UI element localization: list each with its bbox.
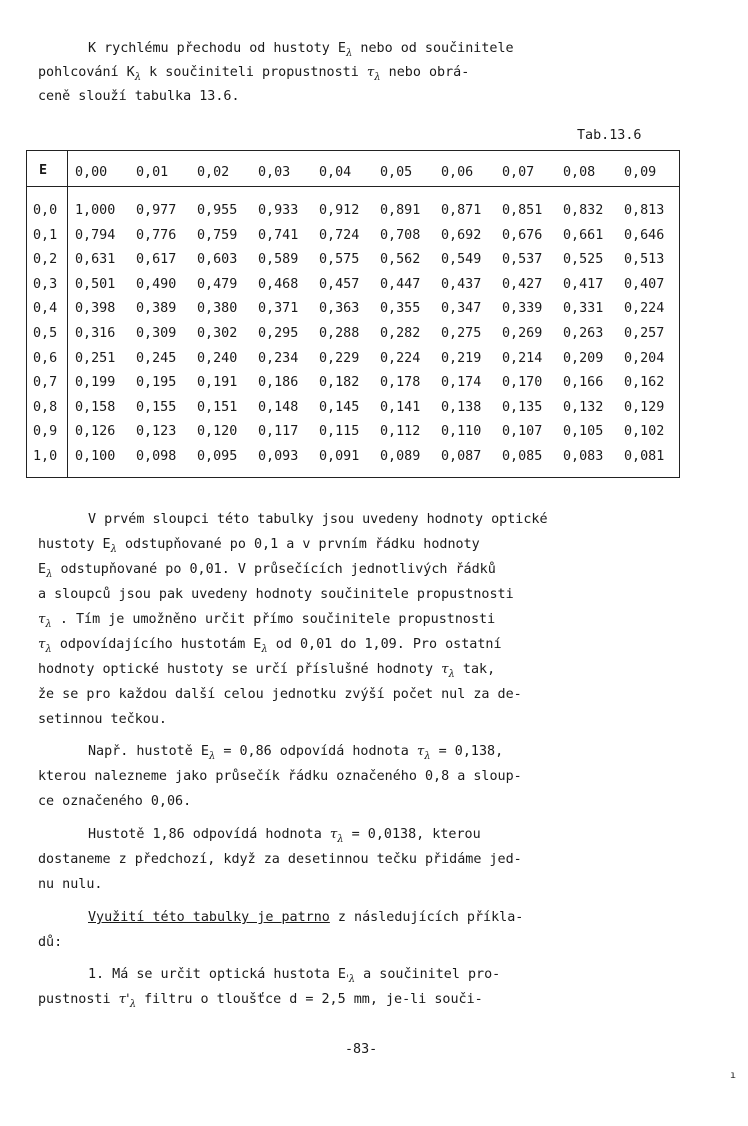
table-cell: 0,537 [502, 252, 543, 268]
table-cell: 0,955 [197, 203, 238, 218]
table-cell: 0,912 [319, 203, 360, 218]
table-cell: 0,095 [197, 449, 238, 464]
table-cell: 0,468 [258, 276, 299, 292]
table-column-header: 0,09 [624, 165, 657, 180]
table-cell: 0,933 [258, 203, 299, 218]
data-table [26, 150, 680, 478]
table-row-header: 0,8 [33, 399, 58, 415]
table-cell: 0,083 [563, 449, 604, 464]
para-text: = 0,0138, kterou [343, 827, 481, 842]
table-cell: 0,112 [380, 424, 421, 440]
table-cell: 0,085 [502, 449, 543, 464]
table-column-header: 0,07 [502, 165, 535, 180]
table-cell: 0,759 [197, 227, 238, 243]
table-cell: 0,195 [136, 375, 177, 391]
table-cell: 0,132 [563, 399, 604, 415]
table-column-header: 0,05 [380, 165, 413, 180]
table-cell: 0,091 [319, 449, 360, 464]
table-cell: 0,229 [319, 350, 360, 366]
table-cell: 0,100 [75, 449, 116, 464]
tau-symbol: τ [416, 744, 425, 759]
intro-line-2 [38, 66, 469, 83]
intro-text: ceně slouží tabulka 13.6. [38, 89, 240, 104]
table-column-header: 0,04 [319, 165, 352, 180]
table-cell: 0,513 [624, 252, 665, 268]
table-cell: 0,148 [258, 399, 299, 415]
table-caption: Tab.13.6 [577, 128, 642, 143]
lambda-subscript: λ [374, 72, 381, 83]
table-cell: 0,120 [197, 424, 238, 440]
table-cell: 0,102 [624, 424, 665, 440]
table-cell: 0,851 [502, 203, 543, 218]
table-row-header: 0,4 [33, 301, 58, 317]
table-cell: 0,182 [319, 375, 360, 391]
table-cell: 0,977 [136, 203, 177, 218]
lambda-subscript: λ [110, 544, 117, 555]
table-cell: 0,209 [563, 350, 604, 366]
table-cell: 0,117 [258, 424, 299, 440]
table-cell: 0,126 [75, 424, 116, 440]
table-cell: 0,692 [441, 227, 482, 243]
table-row-header: 1,0 [33, 449, 58, 464]
para-text: E [38, 562, 47, 577]
table-row-header: 0,1 [33, 227, 58, 243]
table-column-header: 0,03 [258, 165, 291, 180]
table-cell: 0,141 [380, 399, 421, 415]
para-text: z následujících příkla- [329, 910, 524, 925]
table-cell: 0,741 [258, 227, 299, 243]
para-text: pustnosti [38, 992, 119, 1007]
lambda-subscript: λ [46, 569, 53, 580]
stray-mark: ı [730, 1070, 737, 1081]
intro-line-1 [88, 42, 514, 59]
table-cell: 0,107 [502, 424, 543, 440]
para-text: a součinitel pro- [355, 967, 501, 982]
table-cell: 0,339 [502, 301, 543, 317]
table-cell: 0,398 [75, 301, 116, 317]
para1-line-1 [88, 513, 548, 526]
table-cell: 1,000 [75, 203, 116, 218]
table-cell: 0,224 [380, 350, 421, 366]
para1-line-4 [38, 588, 514, 601]
lambda-subscript: λ [448, 669, 455, 680]
para1-line-6 [38, 638, 502, 655]
para-text: že se pro každou další celou jednotku zvýší počet nul za de- [38, 687, 522, 702]
table-cell: 0,093 [258, 449, 299, 464]
para5-line-1 [88, 968, 500, 985]
table-cell: 0,457 [319, 276, 360, 292]
underlined-text: Využití této tabulky je patrno [88, 910, 330, 925]
table-cell: 0,257 [624, 326, 665, 341]
para-text: tak, [454, 662, 496, 677]
table-cell: 0,135 [502, 399, 543, 415]
para-text: od 0,01 do 1,09. Pro ostatní [267, 637, 502, 652]
table-cell: 0,191 [197, 375, 238, 391]
para-text: hustoty E [38, 537, 111, 552]
table-cell: 0,407 [624, 276, 665, 292]
table-cell: 0,891 [380, 203, 421, 218]
table-cell: 0,138 [441, 399, 482, 415]
table-cell: 0,813 [624, 203, 665, 218]
para-text: odstupňované po 0,1 a v prvním řádku hodnoty [116, 537, 480, 552]
table-cell: 0,331 [563, 301, 604, 317]
table-cell: 0,166 [563, 375, 604, 391]
table-cell: 0,288 [319, 326, 360, 341]
table-cell: 0,447 [380, 276, 421, 292]
table-cell: 0,776 [136, 227, 177, 243]
table-cell: 0,251 [75, 350, 116, 366]
table-cell: 0,170 [502, 375, 543, 391]
table-corner-label: E [39, 163, 48, 178]
table-cell: 0,661 [563, 227, 604, 243]
table-cell: 0,158 [75, 399, 116, 415]
table-cell: 0,123 [136, 424, 177, 440]
lambda-subscript: λ [261, 644, 268, 655]
table-row-header: 0,0 [33, 203, 58, 218]
para-text: setinnou tečkou. [38, 712, 167, 727]
lambda-subscript: λ [45, 644, 52, 655]
table-cell: 0,234 [258, 350, 299, 366]
tau-symbol: τ [329, 827, 338, 842]
table-cell: 0,151 [197, 399, 238, 415]
table-row-header: 0,9 [33, 424, 58, 440]
table-cell: 0,115 [319, 424, 360, 440]
tau-symbol: τ [441, 662, 449, 677]
table-cell: 0,427 [502, 276, 543, 292]
table-cell: 0,363 [319, 301, 360, 317]
table-cell: 0,724 [319, 227, 360, 243]
table-cell: 0,204 [624, 350, 665, 366]
table-cell: 0,282 [380, 326, 421, 341]
table-cell: 0,263 [563, 326, 604, 341]
para2-line-2 [38, 770, 522, 783]
table-cell: 0,355 [380, 301, 421, 317]
table-cell: 0,525 [563, 252, 604, 268]
table-cell: 0,105 [563, 424, 604, 440]
table-cell: 0,275 [441, 326, 482, 341]
table-cell: 0,380 [197, 301, 238, 317]
table-cell: 0,214 [502, 350, 543, 366]
para1-line-9 [38, 713, 167, 726]
table-cell: 0,708 [380, 227, 421, 243]
table-column-header: 0,08 [563, 165, 596, 180]
para-text: . Tím je umožněno určit přímo součinitele propustnosti [51, 612, 496, 627]
table-cell: 0,316 [75, 326, 116, 341]
table-cell: 0,186 [258, 375, 299, 391]
table-cell: 0,174 [441, 375, 482, 391]
table-cell: 0,240 [197, 350, 238, 366]
tau-symbol: τ' [118, 992, 130, 1007]
intro-text: k součiniteli propustnosti [141, 65, 367, 80]
table-column-header: 0,06 [441, 165, 474, 180]
table-cell: 0,617 [136, 252, 177, 268]
table-cell: 0,098 [136, 449, 177, 464]
para-text: odpovídajícího hustotám E [51, 637, 262, 652]
table-column-rule [67, 151, 68, 477]
para4-line-1 [88, 911, 523, 924]
table-cell: 0,295 [258, 326, 299, 341]
table-cell: 0,199 [75, 375, 116, 391]
lambda-subscript: λ [337, 834, 344, 845]
table-cell: 0,245 [136, 350, 177, 366]
table-cell: 0,269 [502, 326, 543, 341]
table-cell: 0,371 [258, 301, 299, 317]
table-cell: 0,089 [380, 449, 421, 464]
para-text: dostaneme z předchozí, když za desetinnou tečku přidáme jed- [38, 852, 522, 867]
para2-line-1 [88, 745, 503, 762]
page-number: -83- [345, 1042, 378, 1057]
table-cell: 0,129 [624, 399, 665, 415]
tau-symbol: τ [38, 637, 46, 652]
tau-symbol: τ [366, 65, 375, 80]
table-header-rule [27, 186, 679, 187]
lambda-subscript: λ [134, 72, 142, 83]
para-text: kterou nalezneme jako průsečík řádku označeného 0,8 a sloup- [38, 769, 522, 784]
table-cell: 0,155 [136, 399, 177, 415]
table-cell: 0,389 [136, 301, 177, 317]
para-text: hodnoty optické hustoty se určí příslušné hodnoty [38, 662, 442, 677]
para-text: odstupňované po 0,01. V průsečících jednotlivých řádků [52, 562, 496, 577]
table-cell: 0,871 [441, 203, 482, 218]
table-cell: 0,162 [624, 375, 665, 391]
para5-line-2 [38, 993, 483, 1010]
table-cell: 0,631 [75, 252, 116, 268]
table-cell: 0,224 [624, 301, 665, 317]
para1-line-5 [38, 613, 495, 630]
para2-line-3 [38, 795, 191, 808]
intro-text: K rychlému přechodu od hustoty E [88, 41, 346, 56]
tau-symbol: τ [38, 612, 46, 627]
table-cell: 0,676 [502, 227, 543, 243]
table-row-header: 0,6 [33, 350, 58, 366]
para1-line-8 [38, 688, 522, 701]
table-cell: 0,309 [136, 326, 177, 341]
table-cell: 0,347 [441, 301, 482, 317]
table-cell: 0,417 [563, 276, 604, 292]
table-cell: 0,603 [197, 252, 238, 268]
lambda-subscript: λ [45, 619, 52, 630]
table-cell: 0,490 [136, 276, 177, 292]
para1-line-3 [38, 563, 496, 580]
table-cell: 0,437 [441, 276, 482, 292]
para-text: Např. hustotě E [88, 744, 209, 759]
para-text: = 0,138, [430, 744, 504, 759]
table-row-header: 0,7 [33, 375, 58, 391]
table-cell: 0,110 [441, 424, 482, 440]
para-text: V prvém sloupci této tabulky jsou uvedeny hodnoty optické [88, 512, 548, 527]
table-column-header: 0,01 [136, 165, 169, 180]
para-text: = 0,86 odpovídá hodnota [215, 744, 417, 759]
table-cell: 0,302 [197, 326, 238, 341]
table-cell: 0,501 [75, 276, 116, 292]
para-text: dů: [38, 935, 63, 950]
intro-line-3 [38, 90, 240, 103]
table-cell: 0,087 [441, 449, 482, 464]
para-text: 1. Má se určit optická hustota E [88, 967, 346, 982]
para3-line-1 [88, 828, 481, 845]
para-text: filtru o tloušťce d = 2,5 mm, je-li souči- [136, 992, 483, 1007]
lambda-subscript: λ [345, 48, 353, 59]
para3-line-3 [38, 878, 103, 891]
table-cell: 0,549 [441, 252, 482, 268]
para-text: ce označeného 0,06. [38, 794, 192, 809]
table-cell: 0,145 [319, 399, 360, 415]
table-cell: 0,794 [75, 227, 116, 243]
para-text: a sloupců jsou pak uvedeny hodnoty součinitele propustnosti [38, 587, 514, 602]
para1-line-7 [38, 663, 495, 680]
intro-text: pohlcování K [38, 65, 135, 80]
intro-text: nebo od součinitele [352, 41, 514, 56]
intro-text: nebo obrá- [380, 65, 470, 80]
table-column-header: 0,02 [197, 165, 230, 180]
para3-line-2 [38, 853, 522, 866]
table-cell: 0,479 [197, 276, 238, 292]
table-row-header: 0,2 [33, 252, 58, 268]
para4-line-2 [38, 936, 62, 949]
lambda-subscript: λ [424, 751, 431, 762]
para-text: Hustotě 1,86 odpovídá hodnota [88, 827, 330, 842]
table-cell: 0,832 [563, 203, 604, 218]
para1-line-2 [38, 538, 480, 555]
table-row-header: 0,3 [33, 276, 58, 292]
table-cell: 0,646 [624, 227, 665, 243]
table-row-header: 0,5 [33, 326, 58, 341]
table-cell: 0,562 [380, 252, 421, 268]
table-cell: 0,575 [319, 252, 360, 268]
table-cell: 0,178 [380, 375, 421, 391]
lambda-subscript: λ [208, 751, 216, 762]
table-cell: 0,081 [624, 449, 665, 464]
para-text: nu nulu. [38, 877, 103, 892]
table-cell: 0,219 [441, 350, 482, 366]
lambda-subscript: λ [129, 999, 137, 1010]
table-cell: 0,589 [258, 252, 299, 268]
lambda-subscript: 'λ [345, 974, 356, 985]
table-column-header: 0,00 [75, 165, 108, 180]
